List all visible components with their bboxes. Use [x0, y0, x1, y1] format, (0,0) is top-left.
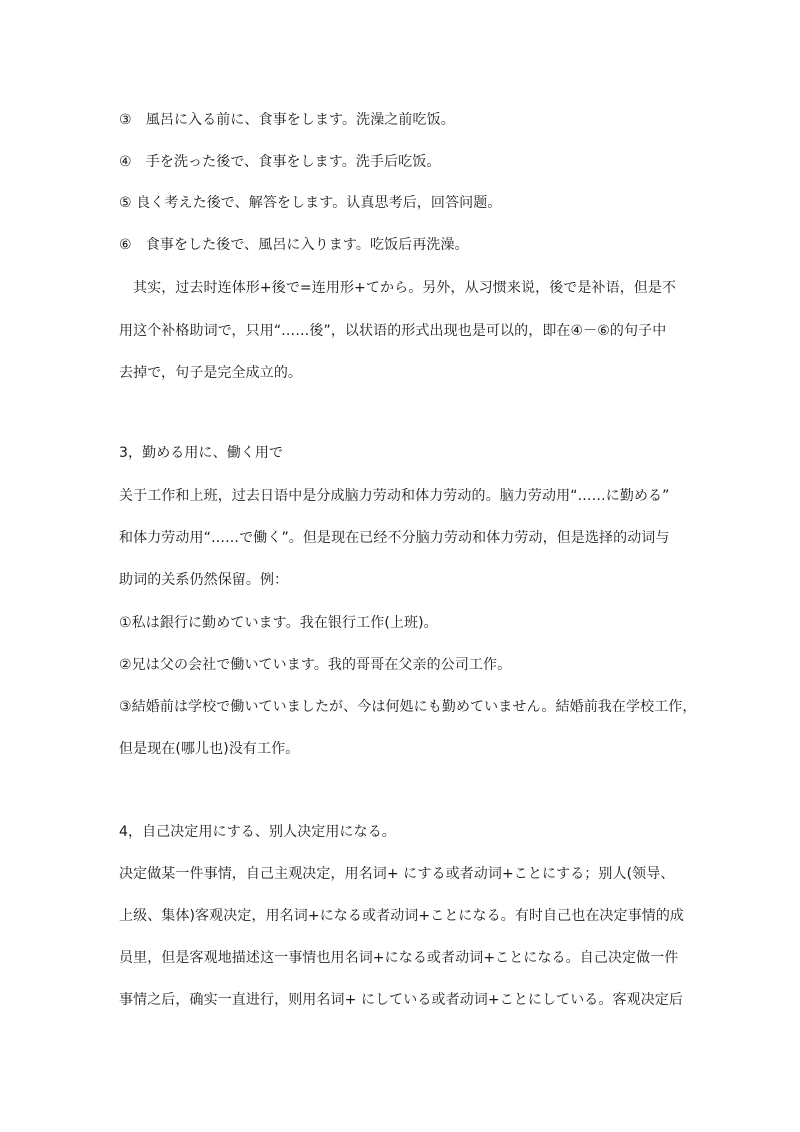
- example-item: ①私は銀行に勤めています。我在银行工作(上班)。: [119, 615, 438, 631]
- paragraph-line: 关于工作和上班，过去日语中是分成脑力劳动和体力劳动的。脑力劳动用“……に勤める”: [119, 488, 670, 504]
- paragraph-line: 其实，过去时连体形+後で=连用形+てから。另外，从习惯来说，後で是补语，但是不: [133, 280, 677, 296]
- paragraph-line: 决定做某一件事情，自己主观决定，用名词+ にする或者动词+ことにする；别人(领导、: [119, 866, 675, 882]
- example-item: ③ 風呂に入る前に、食事をします。洗澡之前吃饭。: [119, 112, 455, 128]
- example-item: ⑤ 良く考えた後で、解答をします。认真思考后，回答问题。: [119, 195, 502, 211]
- paragraph-line: 用这个补格助词で，只用“……後”，以状语的形式出现也是可以的，即在④－⑥的句子中: [119, 323, 667, 339]
- paragraph-line: 上级、集体)客观决定，用名词+になる或者动词+ことになる。有时自己也在决定事情的成: [119, 908, 685, 924]
- paragraph-line: 和体力劳动用“……で働く”。但是现在已经不分脑力劳动和体力劳动，但是选择的动词与: [119, 530, 670, 546]
- paragraph-line: 助词的关系仍然保留。例：: [119, 572, 289, 588]
- paragraph-line: 去掉で，句子是完全成立的。: [119, 365, 303, 381]
- example-item: ④ 手を洗った後で、食事をします。洗手后吃饭。: [119, 154, 441, 170]
- section-heading: 3，勤める用に、働く用で: [119, 445, 284, 461]
- section-heading: 4，自己决定用にする、别人决定用になる。: [119, 824, 396, 840]
- paragraph-line: 员里，但是客观地描述这一事情也用名词+になる或者动词+ことになる。自己决定做一件: [119, 950, 679, 966]
- example-item: ②兄は父の会社で働いています。我的哥哥在父亲的公司工作。: [119, 657, 512, 673]
- example-item: ③結婚前は学校で働いていましたが、今は何処にも勤めていません。結婚前我在学校工作，: [119, 699, 697, 715]
- example-item: 但是现在(哪儿也)没有工作。: [119, 741, 300, 757]
- example-item: ⑥ 食事をした後で、風呂に入ります。吃饭后再洗澡。: [119, 237, 469, 253]
- paragraph-line: 事情之后，确实一直进行，则用名词+ にしている或者动词+ことにしている。客观决定后: [119, 992, 684, 1008]
